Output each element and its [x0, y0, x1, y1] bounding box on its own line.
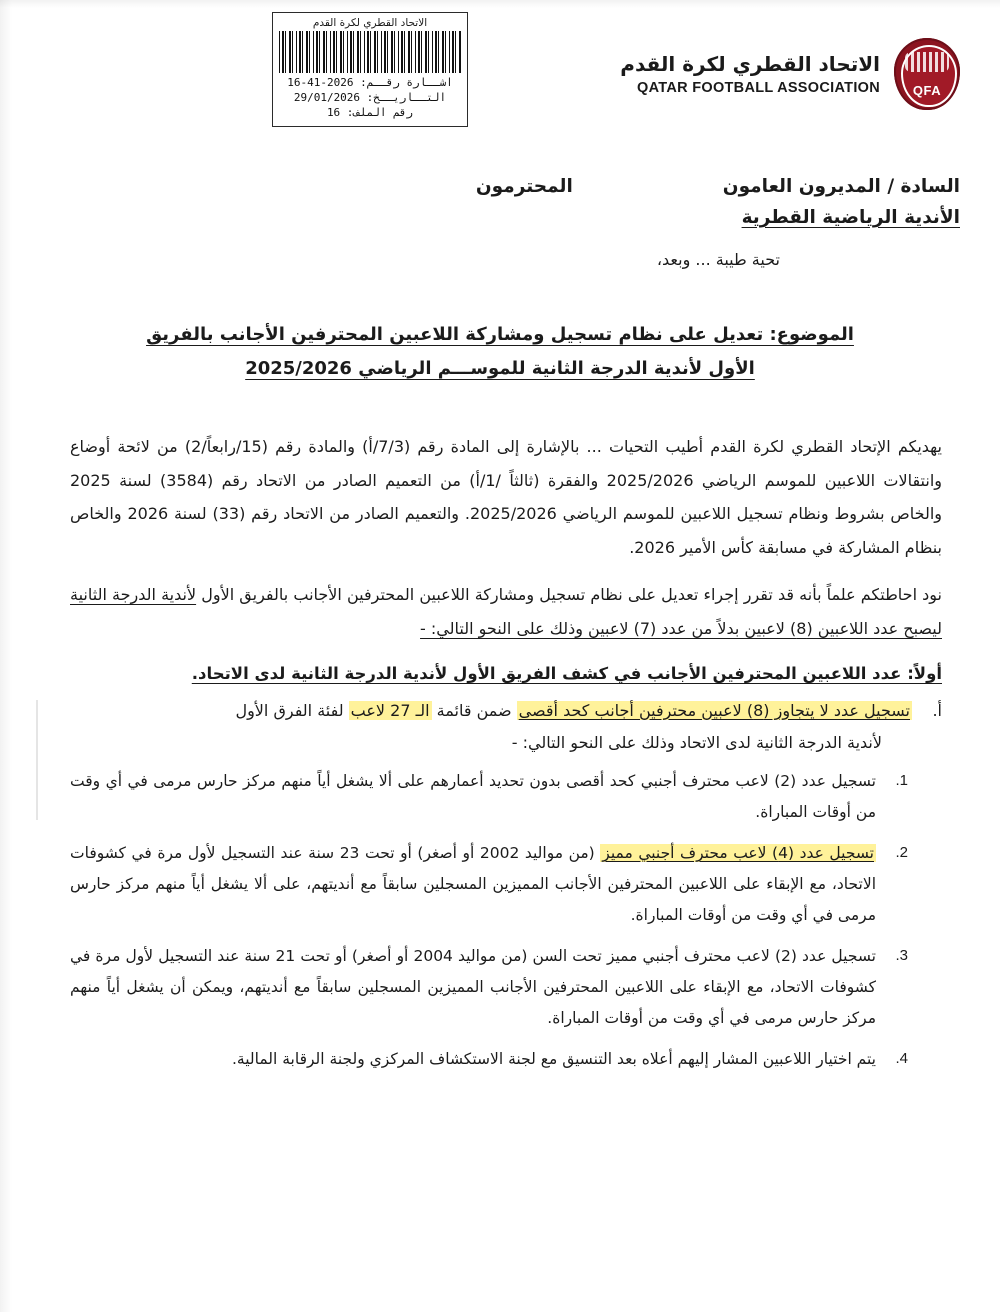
numbered-list	[70, 766, 912, 1075]
lettered-list	[70, 695, 942, 1076]
subject-line-2: الأول لأندية الدرجة الثانية للموســـم الرياضي 2025/2026	[245, 358, 755, 380]
scan-edge-left	[0, 0, 12, 1312]
association-name-ar: الاتحاد القطري لكرة القدم	[620, 52, 880, 76]
numbered-item-2	[70, 838, 912, 931]
association-name-en: QATAR FOOTBALL ASSOCIATION	[636, 80, 880, 96]
paragraph-amendment-lead: نود احاطتكم علماً بأنه قد تقرر إجراء تعديل على نظام تسجيل ومشاركة اللاعبين المحترفين الأجانب بالفريق الأول	[201, 585, 943, 605]
list-item-a-highlight-1: تسجيل عدد لا يتجاوز (8) لاعبين محترفين أجانب كحد أقصى	[518, 700, 910, 720]
association-logo-block	[620, 38, 960, 110]
stamp-file-number: رقم الملف: 16	[326, 105, 414, 119]
barcode-icon	[279, 31, 461, 73]
numbered-item-2-highlight: تسجيل عدد (4) لاعب محترف أجنبي مميز	[602, 844, 874, 863]
numbered-item-3: تسجيل عدد (2) لاعب محترف أجنبي مميز تحت السن (من مواليد 2004 أو أصغر) أو تحت 21 سنة عند التسجيل لأول مرة في كشوفات الاتحاد، مع الإبقاء على اللاعبين المحترفين الأجانب المميزين المسجلين سابقاً مع أنديتهم، ويمكن أن يشغل أياً منهم مركز حارس مرمى في أي وقت من أوقات المباراة.	[70, 947, 876, 1028]
addressee-block	[40, 176, 960, 269]
document-body	[70, 430, 942, 1085]
stamp-date: التــاريــخ: 29/01/2026	[293, 90, 447, 104]
letterhead	[40, 17, 960, 144]
stamp-reference: اشــارة رقــم: 2026-41-16	[287, 76, 453, 89]
numbered-item-1: تسجيل عدد (2) لاعب محترف أجنبي كحد أقصى بدون تحديد أعمارهم على ألا يشغل أياً منهم مركز حارس مرمى في أي وقت من أوقات المباراة.	[70, 772, 876, 822]
subject-block	[40, 318, 960, 386]
addressee-main: السادة / المديرون العامون	[722, 176, 960, 197]
paragraph-intro: يهديكم الإتحاد القطري لكرة القدم أطيب التحيات ... بالإشارة إلى المادة رقم (7/3/أ) والمادة رقم (15/رابعاً/2) من لائحة أوضاع وانتقالات اللاعبين للموسم الرياضي 2025/2026 والفقرة (ثالثاً /1/أ) من التعميم الصادر من الاتحاد رقم (3584) لسنة 2025 والخاص بشروط ونظام تسجيل اللاعبين للموسم الرياضي 2025/2026. والتعميم الصادر من الاتحاد رقم (33) لسنة 2026 والخاص بنظام المشاركة في مسابقة كأس الأمير 2026.	[70, 437, 943, 557]
list-item-a-mid: ضمن قائمة	[431, 700, 517, 720]
crest-text: QFA	[912, 83, 942, 98]
numbered-item-4: يتم اختيار اللاعبين المشار إليهم أعلاه بعد التنسيق مع لجنة الاستكشاف المركزي ولجنة الرقابة المالية.	[231, 1050, 876, 1069]
addressee-sub: الأندية الرياضية القطرية	[741, 207, 960, 228]
greeting-line: تحية طيبة ... وبعد،	[656, 250, 780, 269]
list-item-a-line-2: لأندية الدرجة الثانية لدى الاتحاد وذلك على النحو التالي: -	[511, 733, 882, 753]
list-item-a-marker: أ.	[932, 700, 942, 720]
list-item-a	[70, 695, 942, 1076]
association-names	[620, 52, 880, 96]
reference-stamp-box	[272, 12, 468, 127]
addressee-respect: المحترمون	[475, 176, 573, 197]
stamp-title: الاتحاد القطري لكرة القدم	[312, 17, 428, 29]
qfa-crest-icon	[894, 38, 960, 110]
list-item-a-tail: لفئة الفرق الأول	[235, 700, 349, 720]
scan-edge-top	[0, 0, 1000, 8]
paragraph-amendment-underlined: لأندية الدرجة الثانية ليصبح عدد اللاعبين (8) لاعبين بدلاً من عدد (7) لاعبين وذلك على النحو التالي: -	[70, 585, 942, 638]
paper-crease	[36, 700, 38, 820]
section-title-first: أولاً: عدد اللاعبين المحترفين الأجانب في كشف الفريق الأول لأندية الدرجة الثانية لدى الاتحاد.	[191, 663, 942, 683]
subject-line-1: الموضوع: تعديل على نظام تسجيل ومشاركة اللاعبين المحترفين الأجانب بالفريق	[146, 324, 854, 345]
list-item-a-highlight-2: الـ 27 لاعب	[350, 700, 430, 720]
numbered-item-2-rest: (من مواليد 2002 أو أصغر) أو تحت 23 سنة عند التسجيل لأول مرة في كشوفات الاتحاد، مع الإبقاء على اللاعبين المحترفين الأجانب المميزين المسجلين سابقاً مع أنديتهم، على ألا يشغل أياً منهم مركز حارس مرمى في أي وقت من أوقات المباراة.	[70, 844, 876, 925]
paragraph-amendment	[70, 578, 942, 645]
